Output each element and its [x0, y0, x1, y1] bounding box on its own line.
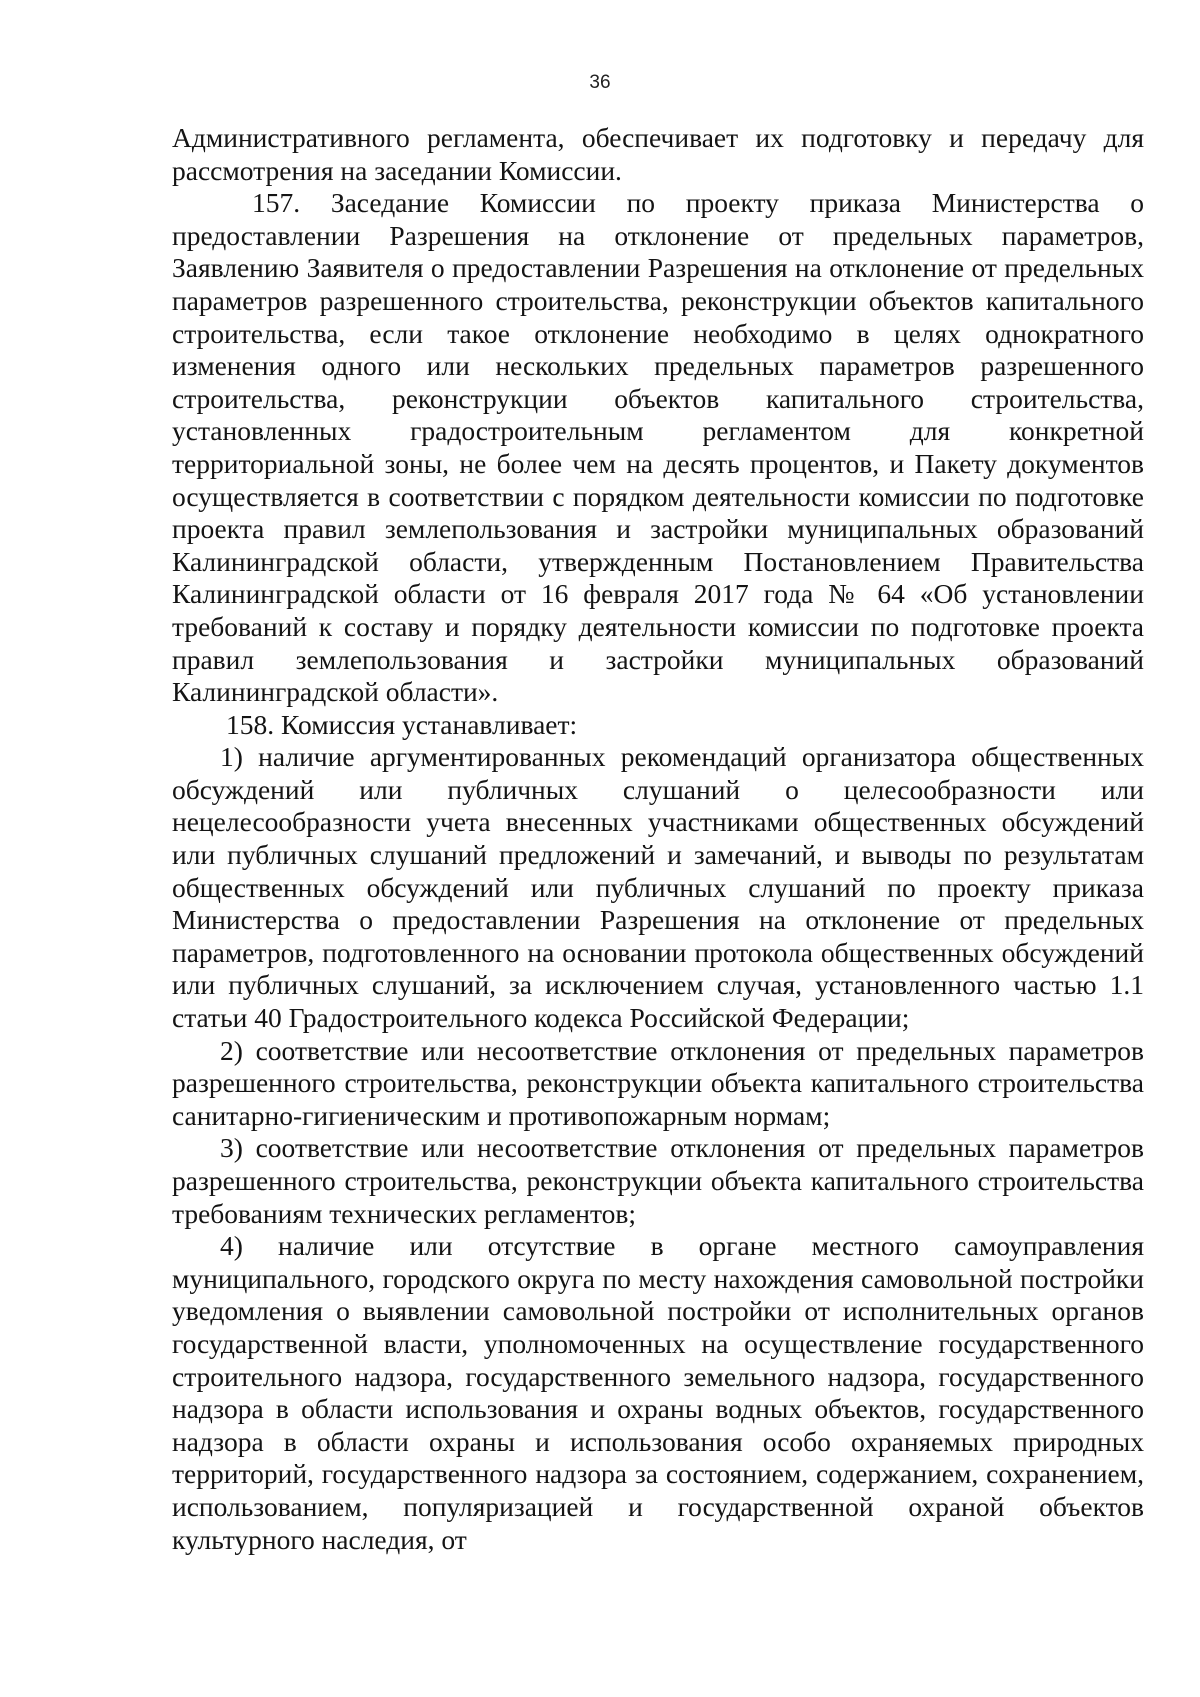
list-item-4: 4) наличие или отсутствие в органе местного самоуправления муниципального, городского округа по месту нахождения самовольной постройки уведомления о выявлении самовольной постройки от исполнительных органов государственной власти, уполномоченных на осуществление государственного строительного надзора, государственного земельного надзора, государственного надзора в области использования и охраны водных объектов, государственного надзора в области охраны и использования особо охраняемых природных территорий, государственного надзора за состоянием, содержанием, сохранением, использованием, популяризацией и государственной охраной объектов культурного наследия, от	[172, 1230, 1144, 1555]
page-number: 36	[589, 72, 611, 93]
paragraph-157: 157. Заседание Комиссии по проекту приказа Министерства о предоставлении Разрешения на отклонение от предельных параметров, Заявлению Заявителя о предоставлении Разрешения на отклонение от предельных параметров разрешенного строительства, реконструкции объектов капитального строительства, если такое отклонение необходимо в целях однократного изменения одного или нескольких предельных параметров разрешенного строительства, реконструкции объектов капитального строительства, установленных градостроительным регламентом для конкретной территориальной зоны, не более чем на десять процентов, и Пакету документов осуществляется в соответствии с порядком деятельности комиссии по подготовке проекта правил землепользования и застройки муниципальных образований Калининградской области, утвержденным Постановлением Правительства Калининградской области от 16 февраля 2017 года № 64 «Об установлении требований к составу и порядку деятельности комиссии по подготовке проекта правил землепользования и застройки муниципальных образований Калининградской области».	[172, 187, 1144, 708]
paragraph-continuation: Административного регламента, обеспечивает их подготовку и передачу для рассмотрения на заседании Комиссии.	[172, 122, 1144, 186]
list-item-3: 3) соответствие или несоответствие отклонения от предельных параметров разрешенного строительства, реконструкции объекта капитального строительства требованиям технических регламентов;	[172, 1132, 1144, 1229]
list-item-2: 2) соответствие или несоответствие отклонения от предельных параметров разрешенного строительства, реконструкции объекта капитального строительства санитарно-гигиеническим и противопожарным нормам;	[172, 1034, 1144, 1131]
paragraph-158: 158. Комиссия устанавливает:	[226, 708, 578, 740]
list-item-1: 1) наличие аргументированных рекомендаций организатора общественных обсуждений или публичных слушаний о целесообразности или нецелесообразности учета внесенных участниками общественных обсуждений или публичных слушаний предложений и замечаний, и выводы по результатам общественных обсуждений или публичных слушаний по проекту приказа Министерства о предоставлении Разрешения на отклонение от предельных параметров, подготовленного на основании протокола общественных обсуждений или публичных слушаний, за исключением случая, установленного частью 1.1 статьи 40 Градостроительного кодекса Российской Федерации;	[172, 741, 1144, 1034]
document-body	[172, 122, 1144, 1556]
